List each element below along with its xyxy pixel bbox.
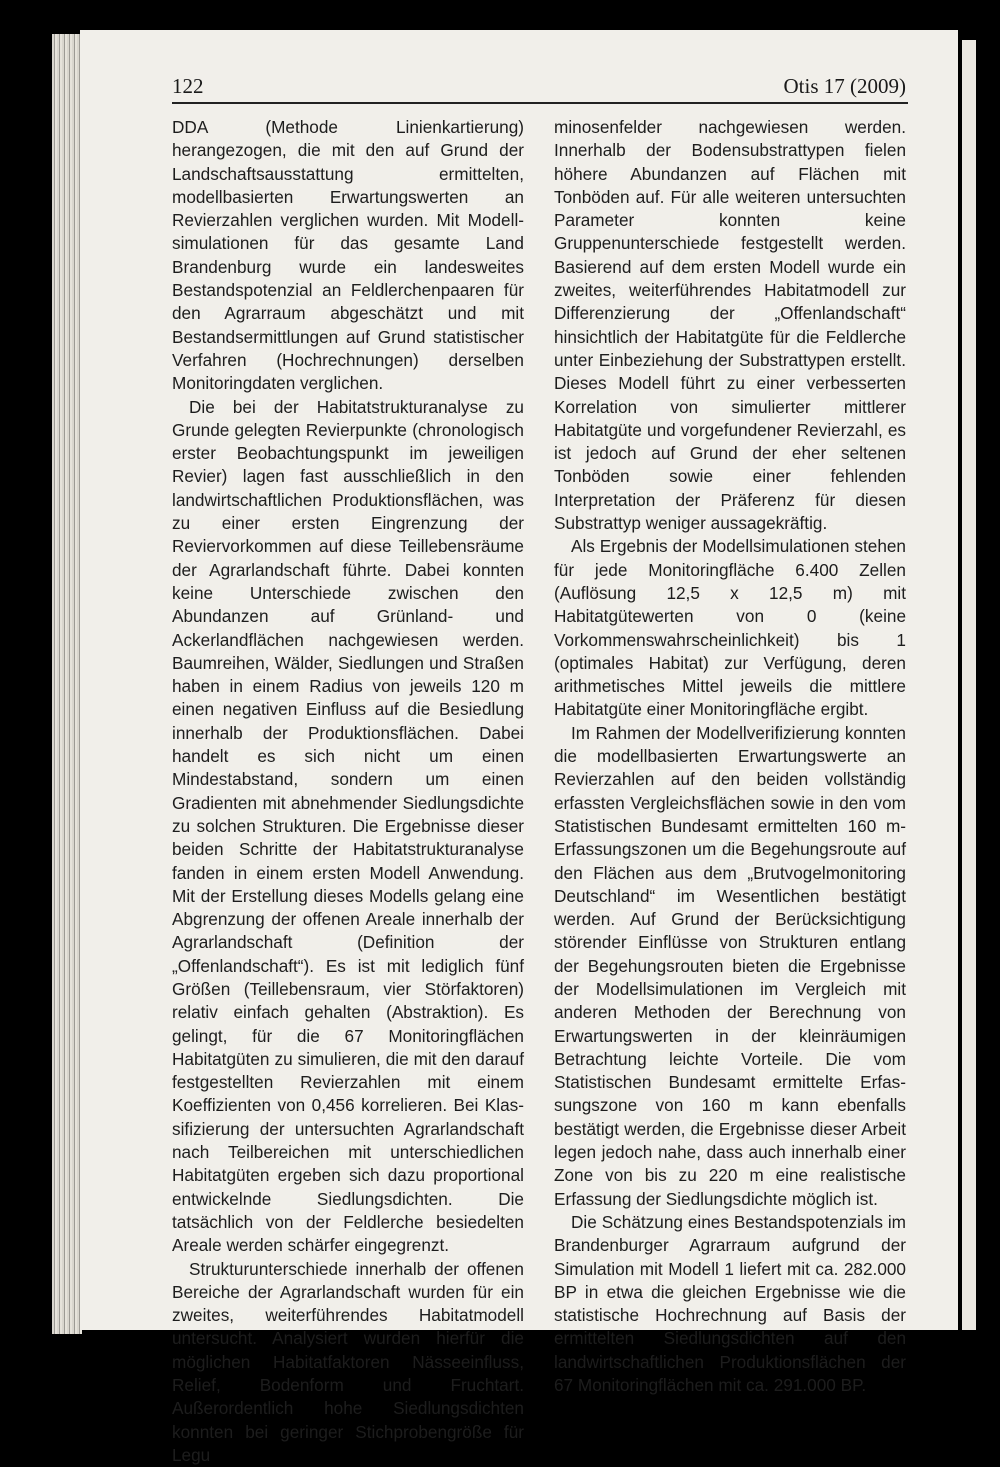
left-column <box>172 116 524 1467</box>
running-header <box>172 74 908 104</box>
facing-page-edge <box>962 40 976 1330</box>
paragraph: Die bei der Habitatstrukturanalyse zu Grunde gelegten Revierpunkte (chronologisch erster Beobachtungspunkt im jeweiligen Revier) lagen fast ausschließlich in den landwirtschaftlichen Produktionsflächen, was zu einer ersten Eingrenzung der Reviervorkommen auf diese Teillebensräume der Agrarlandschaft führte. Dabei konnten keine Unterschiede zwischen den Abundanzen auf Grünland- und Ackerlandflächen nachgewiesen werden. Baumreihen, Wälder, Siedlungen und Straßen haben in einem Radius von jeweils 120 m einen negativen Einfluss auf die Besiedlung innerhalb der Produktionsflächen. Dabei handelt es sich nicht um einen Mindestabstand, sondern um einen Gradienten mit abnehmender Siedlungsdichte zu solchen Strukturen. Die Ergebnisse dieser beiden Schritte der Habitatstrukturanalyse fanden in einem ersten Modell Anwendung. Mit der Erstellung dieses Modells gelang eine Abgrenzung der offenen Areale innerhalb der Agrarlandschaft (Definition der „Offenlandschaft“). Es ist mit lediglich fünf Größen (Teillebensraum, vier Störfaktoren) relativ einfach gehalten (Abstraktion). Es gelingt, für die 67 Monitoringflächen Habitatgüten zu simulieren, die mit den darauf festgestellten Revierzahlen mit einem Koeffizienten von 0,456 korrelieren. Bei Klassifizierung der untersuchten Agrarlandschaft nach Teilbereichen mit unterschiedlichen Habitatgüten ergeben sich dazu proportional entwickelnde Siedlungsdichten. Die tatsächlich von der Feldlerche besiedelten Areale werden schärfer eingegrenzt. <box>172 396 524 1256</box>
paragraph: Als Ergebnis der Modellsimulationen stehen für jede Monitoringfläche 6.400 Zellen (Auflösung 12,5 x 12,5 m) mit Habitatgütewerten von 0 (keine Vorkommenswahrscheinlichkeit) bis 1 (optimales Habitat) zur Verfügung, deren arithmetisches Mittel jeweils die mittlere Habitatgüte einer Monitoringfläche ergibt. <box>554 536 906 720</box>
right-column <box>554 116 906 1397</box>
page-number: 122 <box>172 74 204 98</box>
paragraph: DDA (Methode Linienkartierung) herangezogen, die mit den auf Grund der Landschaftsausstattung ermittelten, modellbasierten Erwartungswerten an Revierzahlen verglichen wurden. Mit Modellsimulationen für das gesamte Land Brandenburg wurde ein landesweites Bestandspotenzial an Feldlerchenpaaren für den Agrarraum abgeschätzt und mit Bestandsermittlungen auf Grund statistischer Verfahren (Hochrechnungen) derselben Monitoringdaten verglichen. <box>172 117 524 394</box>
paragraph: Die Schätzung eines Bestandspotenzials im Brandenburger Agrarraum aufgrund der Simulation mit Modell 1 liefert mit ca. 282.000 BP in etwa die gleichen Ergebnisse wie die statistische Hochrechnung auf Basis der ermittelten Siedlungsdichten auf den landwirtschaftlichen Produktionsflächen der 67 Monitoringflächen mit ca. 291.000 BP. <box>554 1211 906 1396</box>
paragraph: minosenfelder nachgewiesen werden. Innerhalb der Bodensubstrattypen fielen höhere Abundanzen auf Flächen mit Tonböden auf. Für alle weiteren untersuchten Parameter konnten keine Gruppenunterschiede festgestellt werden. Basierend auf dem ersten Modell wurde ein zweites, weiterführendes Habitatmodell zur Differenzierung der „Offenlandschaft“ hinsichtlich der Habitatgüte für die Feldlerche unter Einbeziehung der Substrattypen erstellt. Dieses Modell führt zu einer verbesserten Korrelation von simulierter mittlerer Habitatgüte und vorgefundener Revierzahl, es ist jedoch auf Grund der eher seltenen Tonböden sowie einer fehlenden Interpretation der Präferenz für diesen Substrattyp weniger aussagekräftig. <box>554 117 906 534</box>
page-stack-edge <box>52 34 82 1334</box>
journal-citation: Otis 17 (2009) <box>783 74 906 98</box>
paragraph: Im Rahmen der Modellverifizierung konnten die modellbasierten Erwartungswerte an Revierzahlen auf den beiden vollständig erfassten Vergleichsflächen sowie in den vom Statistischen Bundesamt ermittelten 160 m-Erfassungszonen um die Begehungsroute auf den Flächen aus dem „Brutvogelmonitoring Deutschland“ im Wesentlichen bestätigt werden. Auf Grund der Berücksichtigung störender Einflüsse von Strukturen entlang der Begehungsrouten bieten die Ergebnisse der Modellsimulationen im Vergleich mit anderen Methoden der Berechnung von Erwartungswerten in der kleinräumigen Betrachtung leichte Vorteile. Die vom Statistischen Bundesamt ermittelte Erfassungszone von 160 m kann ebenfalls bestätigt werden, die Ergebnisse dieser Arbeit legen jedoch nahe, dass auch innerhalb einer Zone von bis zu 220 m eine realistische Erfassung der Siedlungsdichte möglich ist. <box>554 722 906 1209</box>
paragraph: Strukturunterschiede innerhalb der offenen Bereiche der Agrarlandschaft wurden für ein zweites, weiterführendes Habitatmodell untersucht. Analysiert wurden hierfür die möglichen Habitatfaktoren Nässeeinfluss, Relief, Bodenform und Fruchtart. Außerordentlich hohe Siedlungsdichten konnten bei geringer Stichprobengröße für Legu <box>172 1258 524 1465</box>
